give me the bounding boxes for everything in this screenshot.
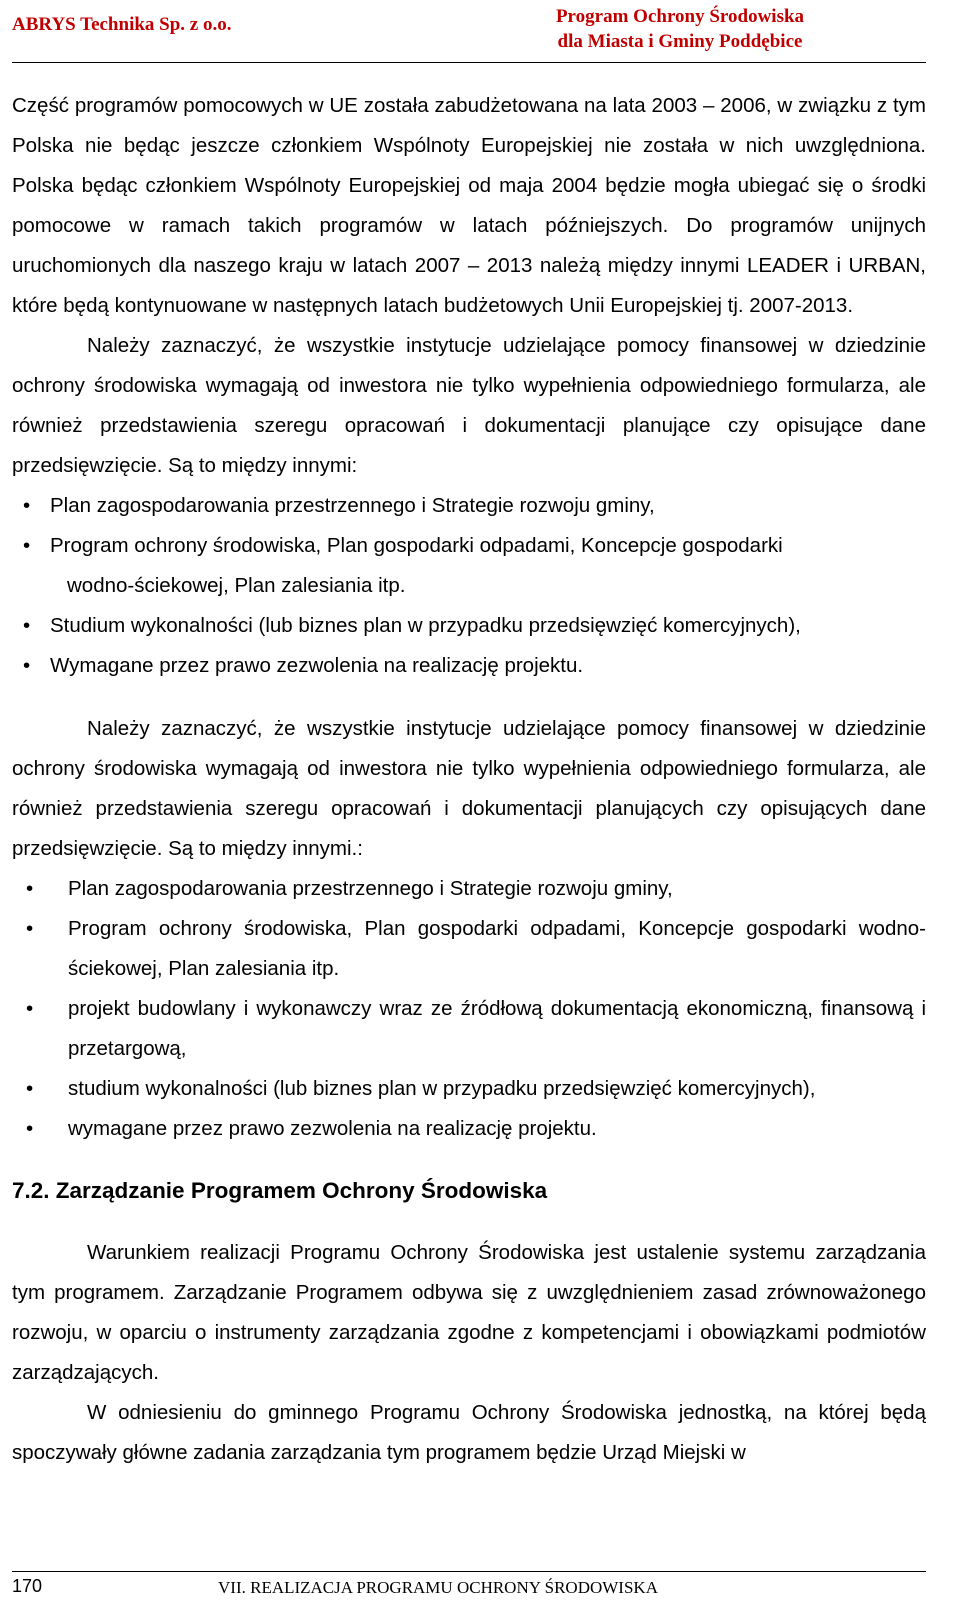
list-item: • Studium wykonalności (lub biznes plan w przypadku przedsięwzięć komercyjnych), [12,606,926,646]
chapter-title: VII. REALIZACJA PROGRAMU OCHRONY ŚRODOWISKA [218,1578,658,1597]
list-item: • Program ochrony środowiska, Plan gospodarki odpadami, Koncepcje gospodarki wodno-ściekowej, Plan zalesiania itp. [12,526,926,606]
program-title-line-1: Program Ochrony Środowiska [555,6,805,27]
bullet-icon: • [26,997,34,1020]
paragraph-municipality: W odniesieniu do gminnego Programu Ochrony Środowiska jednostką, na której będą spoczywały główne zadania zarządzania tym programem będzie Urząd Miejski w [12,1401,926,1464]
list-item: • Plan zagospodarowania przestrzennego i Strategie rozwoju gminy, [12,486,926,526]
bullet-icon: • [23,654,31,677]
paragraph-required-docs-repeat: Należy zaznaczyć, że wszystkie instytucje udzielające pomocy finansowej w dziedzinie ochrony środowiska wymagają od inwestora nie tylko wypełnienia odpowiedniego formularza, ale również przedstawienia szeregu opracowań i dokumentacji planujących czy opisujących dane przedsięwzięcie. Są to między innymi.: [12,717,926,860]
bullet-icon: • [26,1077,34,1100]
list-item: • wymagane przez prawo zezwolenia na realizację projektu. [12,1109,926,1149]
page-content [12,86,926,1473]
paragraph-management: Warunkiem realizacji Programu Ochrony Środowiska jest ustalenie systemu zarządzania tym programem. Zarządzanie Programem odbywa się z uwzględnieniem zasad zrównoważonego rozwoju, w oparciu o instrumenty zarządzania zgodne z kompetencjami i obowiązkami podmiotów zarządzających. [12,1241,926,1384]
page-header [0,0,960,64]
section-heading: 7.2. Zarządzanie Programem Ochrony Środowiska [12,1178,548,1203]
bullet-icon: • [26,917,34,940]
list-item: • studium wykonalności (lub biznes plan w przypadku przedsięwzięć komercyjnych), [12,1069,926,1109]
bullet-icon: • [26,877,34,900]
list-item: • projekt budowlany i wykonawczy wraz ze źródłową dokumentacją ekonomiczną, finansową i przetargową, [12,989,926,1069]
program-title [445,4,915,54]
header-divider [12,62,926,63]
paragraph-required-docs: Należy zaznaczyć, że wszystkie instytucje udzielające pomocy finansowej w dziedzinie ochrony środowiska wymagają od inwestora nie tylko wypełnienia odpowiedniego formularza, ale również przedstawienia szeregu opracowań i dokumentacji planujące czy opisujące dane przedsięwzięcie. Są to między innymi: [12,334,926,477]
company-name: ABRYS Technika Sp. z o.o. [12,14,232,35]
program-title-line-2: dla Miasta i Gminy Poddębice [557,31,803,52]
page-number: 170 [12,1576,43,1596]
list-item: • Wymagane przez prawo zezwolenia na realizację projektu. [12,646,926,686]
bullet-icon: • [23,494,31,517]
required-docs-list-2 [12,869,926,1149]
footer-divider [12,1571,926,1572]
list-item: • Program ochrony środowiska, Plan gospodarki odpadami, Koncepcje gospodarki wodno-ściekowej, Plan zalesiania itp. [12,909,926,989]
bullet-icon: • [23,534,31,557]
spacer [12,686,926,709]
paragraph-eu-programs: Część programów pomocowych w UE została zabudżetowana na lata 2003 – 2006, w związku z tym Polska nie będąc jeszcze członkiem Wspólnoty Europejskiej nie została w nich uwzględniona. Polska będąc członkiem Wspólnoty Europejskiej od maja 2004 będzie mogła ubiegać się o środki pomocowe w ramach takich programów w latach późniejszych. Do programów unijnych uruchomionych dla naszego kraju w latach 2007 – 2013 należą między innymi LEADER i URBAN, które będą kontynuowane w następnych latach budżetowych Unii Europejskiej tj. 2007-2013. [12,94,926,317]
spacer [12,1149,926,1173]
list-item: • Plan zagospodarowania przestrzennego i Strategie rozwoju gminy, [12,869,926,909]
bullet-icon: • [23,614,31,637]
spacer [12,1209,926,1233]
bullet-icon: • [26,1117,34,1140]
required-docs-list [12,486,926,686]
